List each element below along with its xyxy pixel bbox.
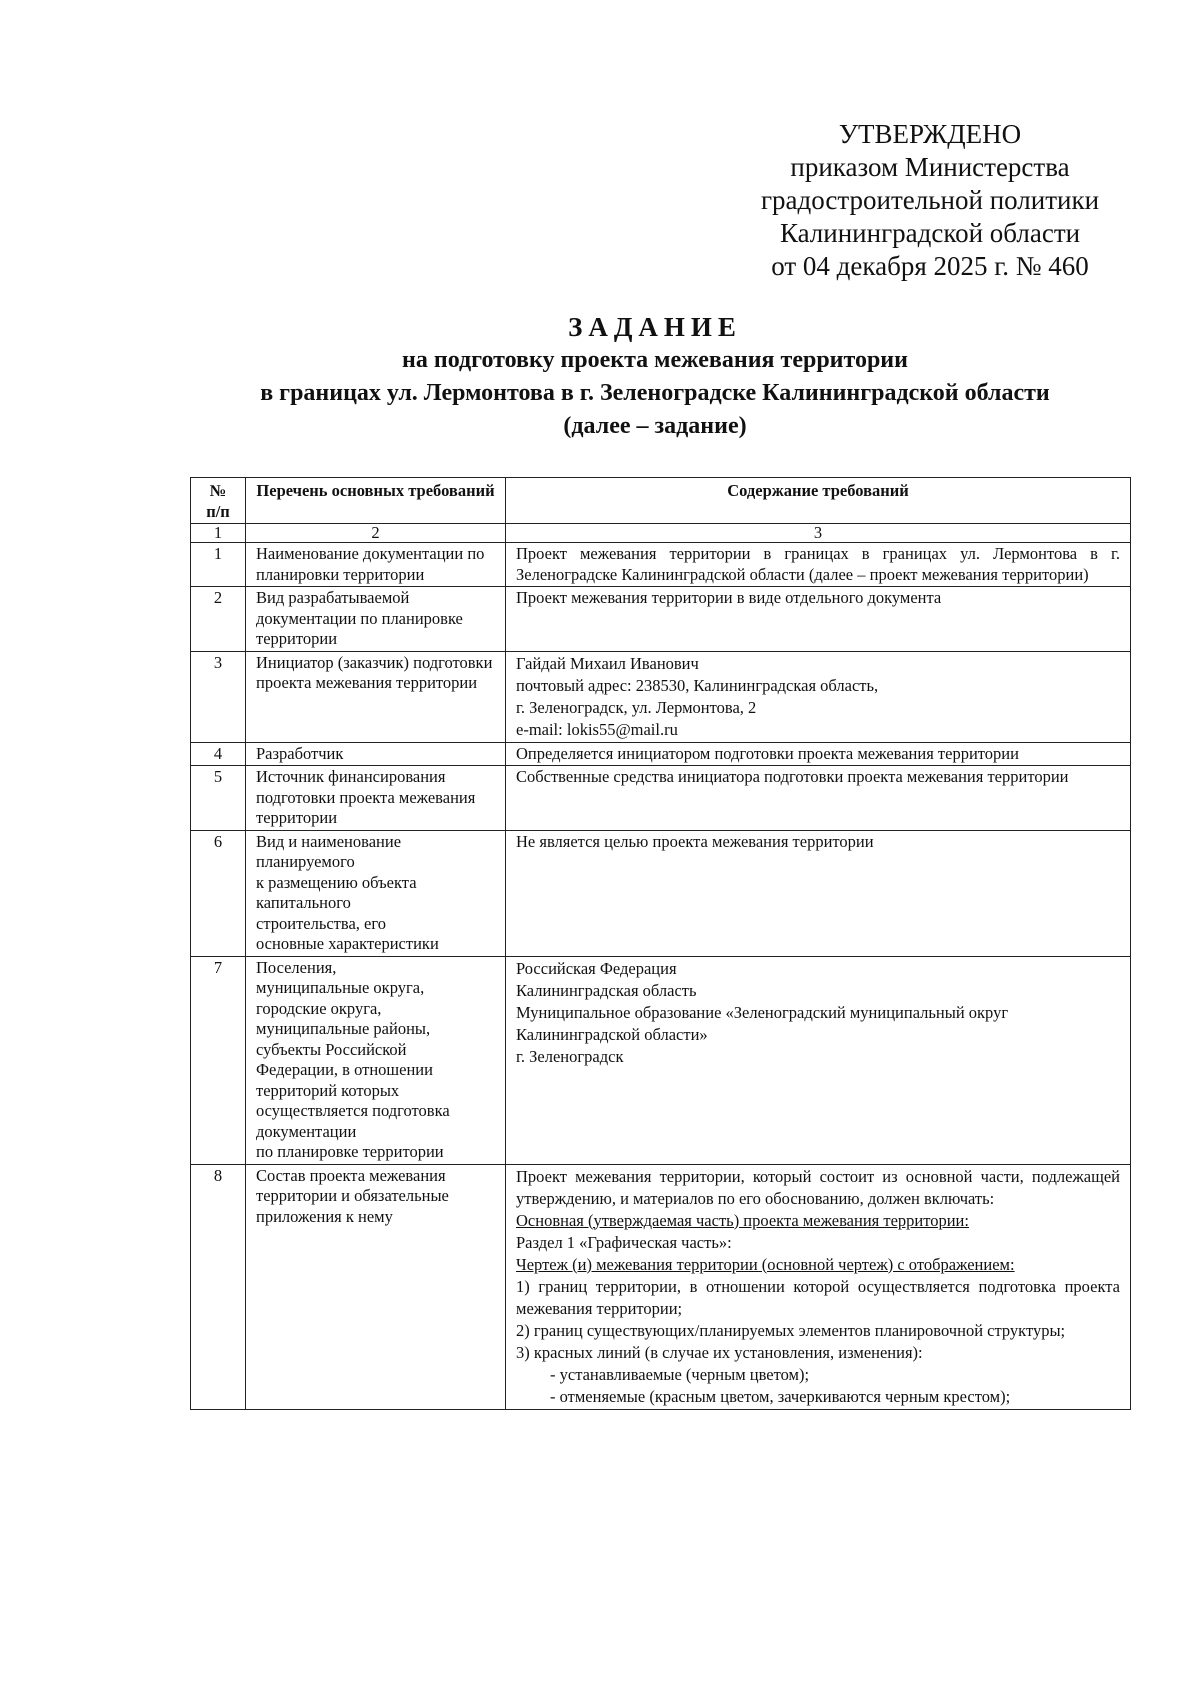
header-num: № п/п <box>191 478 246 524</box>
row-content: Проект межевания территории в виде отдельного документа <box>506 587 1131 652</box>
table-row <box>191 1164 1131 1409</box>
table-row <box>191 830 1131 956</box>
content-line: Муниципальное образование «Зеленоградский муниципальный округ Калининградской области» <box>516 1002 1009 1044</box>
row-number: 8 <box>191 1164 246 1409</box>
requirement-line: планируемого <box>256 852 355 871</box>
content-heading: Чертеж (и) межевания территории (основной чертеж) с отображением: <box>516 1254 1015 1274</box>
requirement-line: документации <box>256 1121 357 1141</box>
header-requirements: Перечень основных требований <box>246 478 506 524</box>
row-requirement <box>246 830 506 956</box>
requirement-line: осуществляется подготовка <box>256 1101 450 1120</box>
content-line: e-mail: lokis55@mail.ru <box>516 719 678 739</box>
row-number: 1 <box>191 543 246 587</box>
row-number: 3 <box>191 651 246 742</box>
row-content: Не является целью проекта межевания территории <box>506 830 1131 956</box>
row-content: Определяется инициатором подготовки проекта межевания территории <box>506 742 1131 766</box>
content-heading: Основная (утверждаемая часть) проекта межевания территории: <box>516 1210 969 1230</box>
requirements-table <box>190 477 1131 1410</box>
row-content: Проект межевания территории в границах в границах ул. Лермонтова в г. Зеленоградске Калининградской области (далее – проект межевания территории) <box>506 543 1131 587</box>
table-row <box>191 651 1131 742</box>
table-header-row <box>191 478 1131 524</box>
row-content <box>506 1164 1131 1409</box>
requirement-line: Вид и наименование <box>256 831 402 851</box>
requirement-line: городские округа, <box>256 998 382 1018</box>
index-cell: 3 <box>506 524 1131 543</box>
requirement-line: основные характеристики <box>256 934 439 953</box>
approval-title: УТВЕРЖДЕНО <box>838 119 1022 149</box>
requirement-line: территорий которых <box>256 1080 400 1100</box>
content-line: 1) границ территории, в отношении которой осуществляется подготовка проекта межевания территории; <box>516 1276 1120 1318</box>
content-subitem: - устанавливаемые (черным цветом); <box>550 1364 810 1384</box>
row-requirement <box>246 956 506 1164</box>
table-row <box>191 766 1131 831</box>
row-content <box>506 956 1131 1164</box>
content-line: г. Зеленоградск, ул. Лермонтова, 2 <box>516 697 757 717</box>
approval-line: Калининградской области <box>779 218 1081 248</box>
requirement-line: капитального <box>256 893 351 912</box>
requirement-line: Поселения, <box>256 957 337 977</box>
title-line: (далее – задание) <box>563 413 747 439</box>
title-main: ЗАДАНИЕ <box>568 312 742 342</box>
table-row <box>191 543 1131 587</box>
header-content: Содержание требований <box>506 478 1131 524</box>
row-requirement: Состав проекта межевания территории и обязательные приложения к нему <box>246 1164 506 1409</box>
approval-stamp <box>740 118 1120 283</box>
row-content <box>506 651 1131 742</box>
approval-line: градостроительной политики <box>760 185 1100 215</box>
index-cell: 2 <box>246 524 506 543</box>
requirement-line: к размещению объекта <box>256 872 417 892</box>
row-requirement: Наименование документации по планировки территории <box>246 543 506 587</box>
content-line: Российская Федерация <box>516 958 677 978</box>
title-line: на подготовку проекта межевания территории <box>402 347 908 373</box>
content-subitem: - отменяемые (красным цветом, зачеркиваются черным крестом); <box>550 1386 1011 1406</box>
content-line: г. Зеленоградск <box>516 1046 624 1066</box>
table-row <box>191 742 1131 766</box>
requirement-line: по планировке территории <box>256 1142 444 1161</box>
index-cell: 1 <box>191 524 246 543</box>
requirement-line: Федерации, в отношении <box>256 1060 433 1079</box>
row-requirement: Источник финансирования подготовки проекта межевания территории <box>246 766 506 831</box>
row-requirement: Разработчик <box>246 742 506 766</box>
content-line: почтовый адрес: 238530, Калининградская область, <box>516 675 879 695</box>
content-line: Раздел 1 «Графическая часть»: <box>516 1232 732 1252</box>
requirement-line: муниципальные округа, <box>256 978 425 997</box>
approval-line: приказом Министерства <box>790 152 1070 182</box>
requirement-line: строительства, его <box>256 913 386 933</box>
table-row <box>191 956 1131 1164</box>
content-line: Гайдай Михаил Иванович <box>516 653 699 673</box>
row-requirement: Вид разрабатываемой документации по планировке территории <box>246 587 506 652</box>
row-number: 6 <box>191 830 246 956</box>
table-row <box>191 587 1131 652</box>
content-line: 3) красных линий (в случае их установления, изменения): <box>516 1342 923 1362</box>
requirement-line: субъекты Российской <box>256 1039 407 1059</box>
document-title <box>170 310 1140 443</box>
table-index-row <box>191 524 1131 543</box>
row-content: Собственные средства инициатора подготовки проекта межевания территории <box>506 766 1131 831</box>
approval-date: от 04 декабря 2025 г. № 460 <box>771 251 1089 281</box>
row-number: 7 <box>191 956 246 1164</box>
row-requirement: Инициатор (заказчик) подготовки проекта межевания территории <box>246 651 506 742</box>
title-line: в границах ул. Лермонтова в г. Зеленоградске Калининградской области <box>260 380 1050 406</box>
content-line: Калининградская область <box>516 980 697 1000</box>
row-number: 4 <box>191 742 246 766</box>
content-line: 2) границ существующих/планируемых элементов планировочной структуры; <box>516 1320 1066 1340</box>
content-paragraph: Проект межевания территории, который состоит из основной части, подлежащей утверждению, и материалов по его обоснованию, должен включать: <box>516 1166 1120 1208</box>
row-number: 2 <box>191 587 246 652</box>
row-number: 5 <box>191 766 246 831</box>
requirement-line: муниципальные районы, <box>256 1019 431 1038</box>
